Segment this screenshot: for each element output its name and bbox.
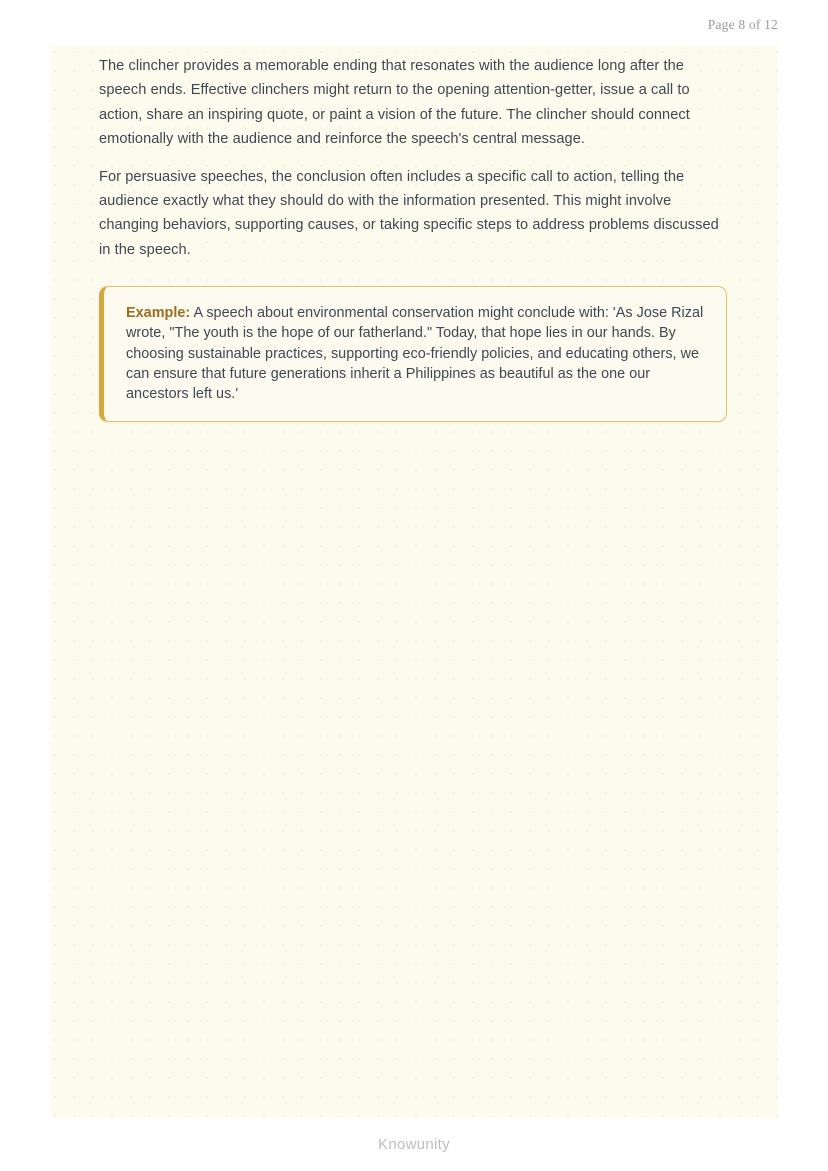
page-footer <box>0 1118 828 1171</box>
page-number-indicator: Page 8 of 12 <box>707 17 778 32</box>
paragraph-2: For persuasive speeches, the conclusion often includes a specific call to action, telling the audience exactly what they should do with the information presented. This might involve changing behaviors, supporting causes, or taking specific steps to address problems discussed in the speech. <box>99 168 719 258</box>
page-header <box>0 0 828 45</box>
example-label: Example: <box>126 305 191 322</box>
example-body: A speech about environmental conservation might conclude with: 'As Jose Rizal wrote, "The youth is the hope of our fatherland." Today, that hope lies in our hands. By choosing sustainable practices, supporting eco-friendly policies, and educating others, we can ensure that future generations inherit a Philippines as beautiful as the one our ancestors left us.' <box>126 305 704 403</box>
example-callout-box <box>99 286 727 422</box>
paragraph-1: The clincher provides a memorable ending that resonates with the audience long after the speech ends. Effective clinchers might return to the opening attention-getter, issue a call to action, share an inspiring quote, or paint a vision of the future. The clincher should connect emotionally with the audience and reinforce the speech's central message. <box>99 58 690 148</box>
document-sheet <box>50 45 778 1118</box>
example-callout-text <box>126 303 708 404</box>
document-content <box>99 54 729 422</box>
brand-label: Knowunity <box>378 1136 450 1153</box>
